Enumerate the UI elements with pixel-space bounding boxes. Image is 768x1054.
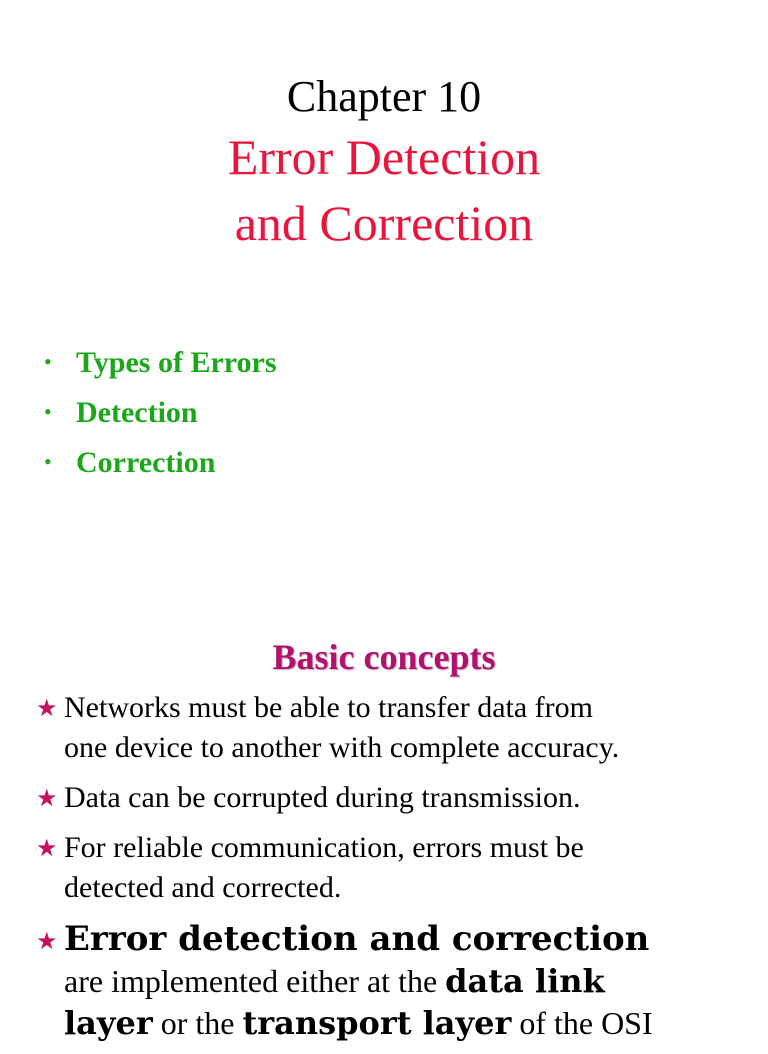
emphasis-text-1: are implemented either at the: [64, 963, 446, 999]
topic-item: [44, 437, 277, 487]
topic-label: Detection: [76, 396, 198, 429]
topic-item: [44, 337, 277, 387]
emphasis-bold-1: data link: [445, 962, 605, 1000]
concept-text-line-1: Networks must be able to transfer data from: [64, 691, 593, 724]
emphasis-lead: Error detection and correction: [64, 919, 650, 959]
concept-item: [36, 778, 736, 818]
title-block: [0, 70, 768, 256]
emphasis-bold-3: transport layer: [242, 1004, 512, 1042]
concept-list: [36, 688, 736, 1054]
concept-text-line-1: Data can be corrupted during transmission.: [64, 781, 581, 814]
star-icon: ★: [36, 834, 58, 862]
title-line-2: and Correction: [234, 195, 534, 251]
star-icon: ★: [36, 784, 58, 812]
emphasis-bold-2: layer: [64, 1004, 153, 1042]
bullet-icon: •: [44, 399, 52, 424]
concept-item-emphasis: [36, 918, 736, 1044]
topic-list: [44, 337, 277, 487]
emphasis-text-2: or the: [152, 1005, 243, 1041]
topic-label: Types of Errors: [76, 346, 277, 379]
topic-item: [44, 387, 277, 437]
concept-item: [36, 688, 736, 768]
chapter-label: Chapter 10: [286, 72, 482, 121]
concept-text-line-2: detected and corrected.: [64, 871, 342, 904]
emphasis-text-3: of the OSI: [511, 1005, 653, 1041]
concept-text-line-2: one device to another with complete accuracy.: [64, 731, 620, 764]
star-icon: ★: [36, 927, 58, 955]
topic-label: Correction: [76, 446, 216, 479]
star-icon: ★: [36, 694, 58, 722]
section-heading: Basic concepts: [272, 637, 496, 677]
title-line-1: Error Detection: [227, 129, 541, 185]
concept-item: [36, 828, 736, 908]
bullet-icon: •: [44, 449, 52, 474]
bullet-icon: •: [44, 349, 52, 374]
concept-text-line-1: For reliable communication, errors must be: [64, 831, 584, 864]
